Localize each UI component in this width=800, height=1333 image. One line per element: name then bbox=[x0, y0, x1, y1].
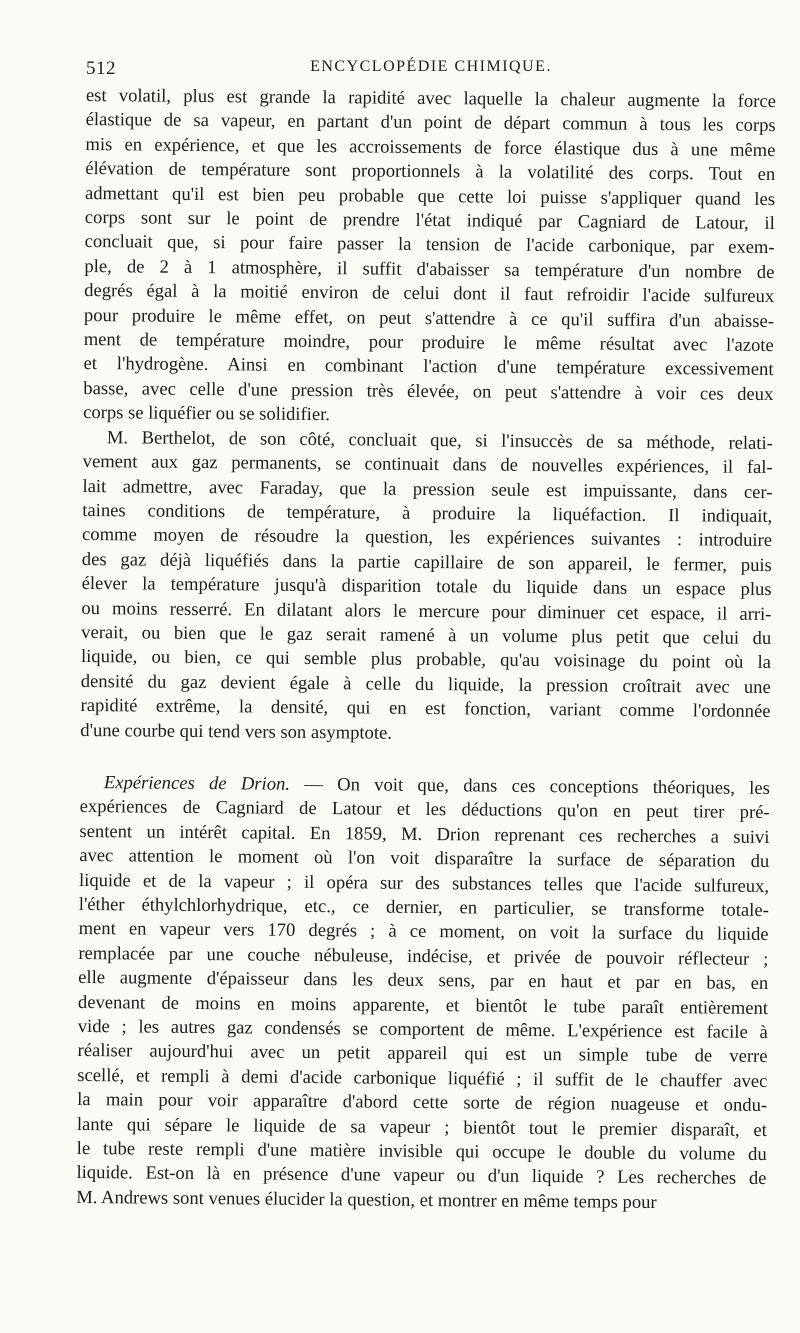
running-title: ENCYCLOPÉDIE CHIMIQUE. bbox=[310, 58, 552, 75]
text-line: élévation de température sont proportionnels à la volatilité des corps. Tout en bbox=[85, 158, 776, 186]
text-line: ple, de 2 à 1 atmosphère, il suffit d'abaisser sa température d'un nombre de bbox=[84, 255, 775, 283]
text-line: réaliser aujourd'hui avec un petit appareil qui est un simple tube de verre bbox=[77, 1040, 768, 1068]
text-line: ment de température moindre, pour produire le même résultat avec l'azote bbox=[83, 329, 774, 357]
text-line: liquide et de la vapeur ; il opéra sur des substances telles que l'acide sulfureux, bbox=[78, 869, 770, 897]
page-body bbox=[76, 84, 776, 1216]
text-line: et l'hydrogène. Ainsi en combinant l'action d'une température excessivement bbox=[83, 353, 774, 381]
text-line: vide ; les autres gaz condensés se comportent de même. L'expérience est facile à bbox=[77, 1015, 768, 1044]
text-line: degrés égal à la moitié environ de celui dont il faut refroidir l'acide sulfureux bbox=[84, 280, 775, 308]
text-line: liquide, ou bien, ce qui semble plus probable, qu'au voisinage du point où la bbox=[80, 646, 772, 674]
text-line: est volatil, plus est grande la rapidité avec laquelle la chaleur augmente la force bbox=[85, 84, 776, 113]
text-line: élever la température jusqu'à disparition totale du liquide dans un espace plus bbox=[81, 573, 772, 601]
text-line: M. Andrews sont venues élucider la question, et montrer en même temps pour bbox=[76, 1186, 657, 1213]
text-line: sentent un intérêt capital. En 1859, M. Drion reprenant ces recherches a suivi bbox=[79, 820, 770, 848]
section-heading: Expériences de Drion. bbox=[103, 772, 291, 795]
text-line: verait, ou bien que le gaz serait ramené à un volume plus petit que celui du bbox=[81, 621, 772, 649]
text-line: M. Berthelot, de son côté, concluait que, si l'insuccès de sa méthode, relati- bbox=[106, 426, 773, 454]
text-line: taines conditions de température, à produire la liquéfaction. Il indiquait, bbox=[82, 499, 773, 527]
text-line: comme moyen de résoudre la question, les expériences suivantes : introduire bbox=[81, 524, 773, 552]
text-line: densité du gaz devient égale à celle du liquide, la pression croîtrait avec une bbox=[80, 670, 771, 698]
text-line: d'une courbe qui tend vers son asymptote. bbox=[80, 719, 393, 744]
text-line: corps sont sur le point de prendre l'état indiqué par Cagniard de Latour, il bbox=[84, 207, 775, 235]
text-line: elle augmente d'épaisseur dans les deux sens, par en haut et par en bas, en bbox=[78, 967, 769, 995]
text-line: devenant de moins en moins apparente, et bientôt le tube paraît entièrement bbox=[77, 991, 769, 1019]
text-line: ou moins resserré. En dilatant alors le mercure pour diminuer cet espace, il arri- bbox=[81, 597, 772, 625]
text-line: corps se liquéfier ou se solidifier. bbox=[83, 402, 331, 426]
text-line: basse, avec celle d'une pression très élevée, on peut s'attendre à voir ces deux bbox=[83, 377, 774, 405]
text-line: des gaz déjà liquéfiés dans la partie capillaire de son appareil, le fermer, puis bbox=[81, 548, 772, 576]
text-line: concluait que, si pour faire passer la tension de l'acide carbonique, par exem- bbox=[84, 231, 775, 259]
text-line: admettant qu'il est bien peu probable que cette loi puisse s'appliquer quand les bbox=[84, 182, 776, 210]
page-header bbox=[86, 58, 776, 82]
text-line: le tube reste rempli d'une matière invisible qui occupe le double du volume du bbox=[76, 1138, 767, 1166]
text-line: élastique de sa vapeur, en partant d'un point de départ commun à tous les corps bbox=[85, 109, 776, 137]
text-line: ment en vapeur vers 170 degrés ; à ce moment, on voit la surface du liquide bbox=[78, 918, 769, 946]
text-line: pour produire le même effet, on peut s'attendre à ce qu'il suffira d'un abaisse- bbox=[83, 304, 775, 332]
paragraph-2 bbox=[80, 426, 773, 749]
text-line: vement aux gaz permanents, se continuait dans de nouvelles expériences, il fal- bbox=[82, 451, 773, 479]
text-line: expériences de Cagniard de Latour et les déductions qu'on en peut tirer pré- bbox=[79, 796, 770, 824]
text-line: lait admettre, avec Faraday, que la pression seule est impuissante, dans cer- bbox=[82, 475, 773, 503]
text-line: la main pour voir apparaître d'abord cette sorte de région nuageuse et ondu- bbox=[77, 1089, 768, 1117]
paragraph-1 bbox=[83, 84, 776, 432]
line-text: — On voit que, dans ces conceptions théoriques, les bbox=[289, 773, 770, 799]
text-line: scellé, et rempli à demi d'acide carbonique liquéfié ; il suffit de le chauffer avec bbox=[77, 1064, 768, 1092]
text-line: lante qui sépare le liquide de sa vapeur ; bientôt tout le premier disparaît, et bbox=[76, 1113, 767, 1141]
text-line: avec attention le moment où l'on voit disparaître la surface de séparation du bbox=[79, 845, 770, 873]
paragraph-drion bbox=[76, 771, 770, 1216]
page-number: 512 bbox=[86, 58, 116, 79]
text-line: mis en expérience, et que les accroissements de force élastique dus à une même bbox=[85, 133, 776, 161]
text-line: remplacée par une couche nébuleuse, indécise, et privée de pouvoir réflecteur ; bbox=[78, 942, 769, 970]
text-line: rapidité extrême, la densité, qui en est fonction, variant comme l'ordonnée bbox=[80, 695, 771, 723]
text-line: liquide. Est-on là en présence d'une vapeur ou d'un liquide ? Les recherches de bbox=[76, 1162, 767, 1190]
text-line: l'éther éthylchlorhydrique, etc., ce dernier, en particulier, se transforme totale- bbox=[78, 893, 769, 921]
